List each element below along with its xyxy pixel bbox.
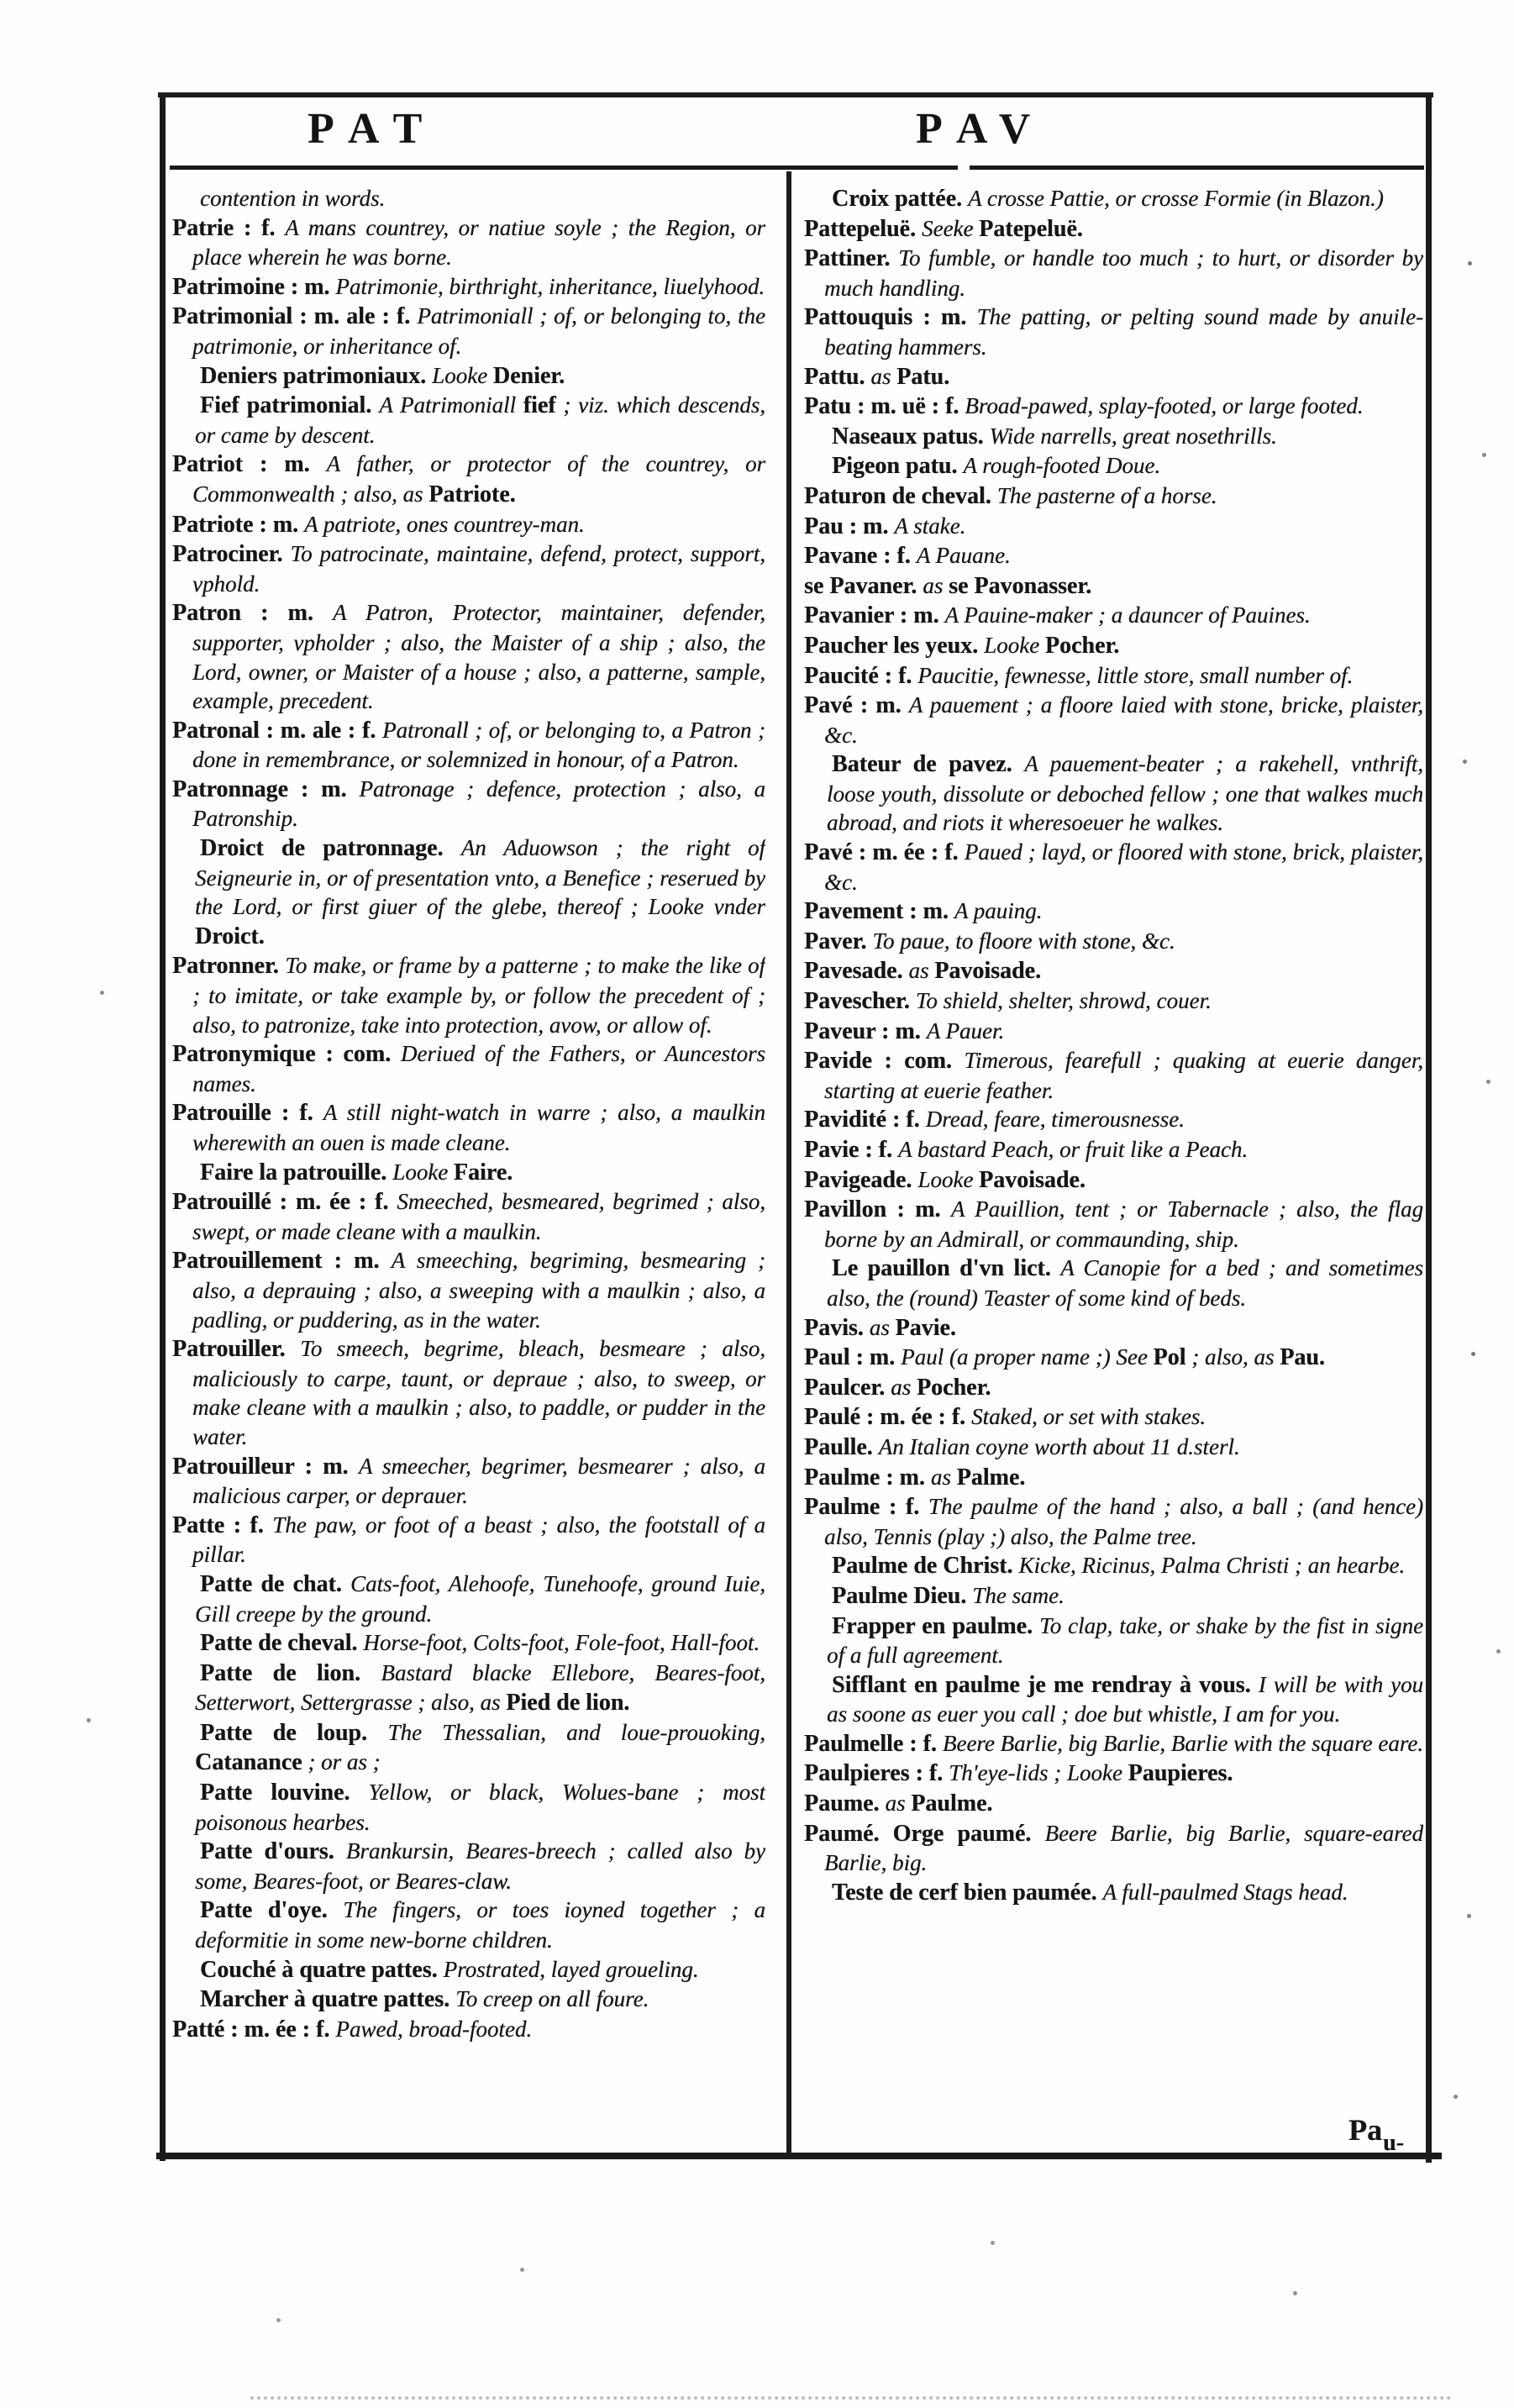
lemma-text: Paupieres. bbox=[1128, 1760, 1233, 1787]
dictionary-entry bbox=[827, 184, 1423, 214]
lemma-text: Paul : m. bbox=[804, 1344, 902, 1371]
lemma-text: Patrociner. bbox=[172, 541, 291, 568]
gloss-text: A full-paulmed Stags head. bbox=[1102, 1879, 1348, 1905]
lemma-text: Patrouillement : m. bbox=[172, 1248, 392, 1275]
gloss-text: Brankursin, Beares-breech ; called also by some, Beares-foot, or Beares-claw. bbox=[195, 1838, 765, 1894]
lemma-text: Pavé : m. ée : f. bbox=[804, 839, 965, 866]
gloss-text: as bbox=[885, 1790, 912, 1817]
dictionary-entry bbox=[195, 1659, 765, 1718]
gloss-text: Smeeched, besmeared, begrimed ; also, swept, or made cleane with a maulkin. bbox=[192, 1189, 765, 1244]
lemma-text: Paucité : f. bbox=[804, 662, 918, 689]
lemma-text: Fief patrimonial. bbox=[200, 392, 380, 419]
dictionary-entry bbox=[827, 1254, 1423, 1312]
dictionary-entry bbox=[804, 601, 1423, 631]
lemma-text: Paulcer. bbox=[804, 1374, 891, 1401]
dictionary-entry bbox=[804, 392, 1423, 422]
lemma-text: Patte d'ours. bbox=[200, 1838, 346, 1865]
gloss-text: Pawed, broad-footed. bbox=[335, 2016, 533, 2042]
frame-top-rule bbox=[158, 92, 1433, 97]
gloss-text: Yellow, or black, Wolues-bane ; most poisonous hearbes. bbox=[195, 1780, 765, 1835]
lemma-text: fief bbox=[523, 392, 556, 419]
lemma-text: Pavis. bbox=[804, 1314, 870, 1341]
lemma-text: Pavigeade. bbox=[804, 1166, 918, 1193]
dictionary-entry bbox=[804, 481, 1423, 512]
gloss-text: To creep on all foure. bbox=[455, 1986, 649, 2012]
dictionary-column-left bbox=[172, 184, 765, 2150]
dictionary-entry bbox=[804, 1402, 1423, 1433]
lemma-text: Paulé : m. ée : f. bbox=[804, 1404, 972, 1431]
lemma-text: Naseaux patus. bbox=[832, 423, 990, 450]
dictionary-entry bbox=[804, 1017, 1423, 1047]
dictionary-entry bbox=[804, 1046, 1423, 1105]
dictionary-entry bbox=[804, 1492, 1423, 1551]
lemma-text: Deniers patrimoniaux. bbox=[200, 362, 433, 389]
lemma-text: Pocher. bbox=[916, 1374, 991, 1401]
gloss-text: Deriued of the Fathers, or Auncestors names. bbox=[192, 1041, 765, 1096]
gloss-text: Horse-foot, Colts-foot, Fole-foot, Hall-foot. bbox=[363, 1630, 760, 1656]
running-head-left: PAT bbox=[308, 105, 439, 153]
dictionary-entry bbox=[804, 1195, 1423, 1254]
lemma-text: Frapper en paulme. bbox=[832, 1612, 1040, 1639]
catchword-main: Pa bbox=[1348, 2113, 1382, 2147]
dictionary-entry bbox=[195, 1955, 765, 1985]
dictionary-entry bbox=[804, 956, 1423, 986]
lemma-text: Pavé : m. bbox=[804, 692, 909, 719]
bottom-scan-dotted-line bbox=[250, 2396, 1452, 2400]
lemma-text: Patrouillé : m. ée : f. bbox=[172, 1189, 397, 1216]
gloss-text: A Pauine-maker ; a dauncer of Pauines. bbox=[944, 602, 1311, 628]
lemma-text: Pavesade. bbox=[804, 958, 909, 985]
dictionary-entry bbox=[804, 571, 1423, 602]
lemma-text: Patrie : f. bbox=[172, 214, 286, 241]
gloss-text: Prostrated, layed groueling. bbox=[443, 1956, 699, 1982]
gloss-text: A crosse Pattie, or crosse Formie (in Blazon.) bbox=[968, 186, 1384, 211]
gloss-text: Dread, feare, timerousnesse. bbox=[925, 1107, 1185, 1133]
lemma-text: Pattu. bbox=[804, 363, 871, 390]
gloss-text: Timerous, fearefull ; quaking at euerie danger, starting at euerie feather. bbox=[824, 1048, 1423, 1103]
lemma-text: Paveur : m. bbox=[804, 1017, 927, 1044]
gloss-text: Beere Barlie, big Barlie, square-eared Barlie, big. bbox=[824, 1820, 1423, 1876]
lemma-text: Denier. bbox=[492, 362, 565, 389]
lemma-text: Patron : m. bbox=[172, 600, 333, 627]
dictionary-entry bbox=[172, 598, 765, 715]
lemma-text: Patriote. bbox=[428, 481, 516, 507]
gloss-text: A Patron, Protector, maintainer, defender, supporter, vpholder ; also, the Maister of a ship ; also, the Lord, owner, or Maister of a house ; also, a patterne, sample, example, precedent. bbox=[192, 600, 765, 714]
gloss-text: contention in words. bbox=[200, 186, 386, 211]
lemma-text: Paulme : m. bbox=[804, 1464, 931, 1491]
lemma-text: Patronal : m. ale : f. bbox=[172, 717, 383, 744]
gloss-text: Patrimonie, birthright, inheritance, liuelyhood. bbox=[335, 273, 765, 299]
dictionary-entry bbox=[172, 1334, 765, 1451]
lemma-text: Patte louvine. bbox=[200, 1780, 369, 1806]
dictionary-entry bbox=[804, 541, 1423, 571]
dictionary-entry bbox=[827, 1581, 1423, 1611]
lemma-text: Patte d'oye. bbox=[200, 1897, 344, 1924]
lemma-text: Marcher à quatre pattes. bbox=[200, 1986, 456, 2013]
gloss-text: Paued ; layd, or floored with stone, brick, plaister, &c. bbox=[824, 839, 1423, 895]
gloss-text: A smeeching, begriming, besmearing ; also, a deprauing ; also, a sweeping with a maulkin ; also, a padling, or puddering, as in the water. bbox=[192, 1248, 765, 1333]
lemma-text: Pattiner. bbox=[804, 245, 899, 272]
lemma-text: Patepeluë. bbox=[979, 215, 1083, 242]
lemma-text: Pavane : f. bbox=[804, 543, 917, 570]
dictionary-entry bbox=[804, 512, 1423, 542]
gloss-text: The pasterne of a horse. bbox=[996, 482, 1217, 508]
dictionary-entry bbox=[804, 214, 1423, 244]
dictionary-entry bbox=[804, 1789, 1423, 1819]
dictionary-entry bbox=[827, 1670, 1423, 1729]
lemma-text: Patte de loup. bbox=[200, 1719, 388, 1746]
lemma-text: Paulme : f. bbox=[804, 1494, 928, 1521]
lemma-text: Patu : m. uë : f. bbox=[804, 393, 965, 420]
dictionary-entry bbox=[172, 1187, 765, 1246]
lemma-text: Paumé. Orge paumé. bbox=[804, 1820, 1045, 1847]
lemma-text: Patte : f. bbox=[172, 1512, 273, 1538]
lemma-text: Pavanier : m. bbox=[804, 602, 945, 629]
gloss-text: To make, or frame by a patterne ; to make the like of ; to imitate, or take example by, or follow the precedent of ; also, to patronize, take into protection, avow, or allow of. bbox=[192, 953, 765, 1038]
lemma-text: Pavoisade. bbox=[979, 1166, 1086, 1193]
gloss-text: The same. bbox=[972, 1582, 1065, 1608]
lemma-text: Paulme Dieu. bbox=[832, 1582, 973, 1609]
dictionary-entry bbox=[172, 1098, 765, 1157]
dictionary-entry bbox=[172, 272, 765, 302]
gloss-text: A Pauane. bbox=[916, 543, 1011, 569]
lemma-text: Patronner. bbox=[172, 953, 286, 980]
gloss-text: An Aduowson ; the right of Seigneurie in, or of presentation vnto, a Benefice ; reserued by the Lord, or first giuer of the glebe, thereof ; Looke vnder bbox=[195, 835, 765, 920]
gloss-text: A pauing. bbox=[954, 898, 1043, 924]
lemma-text: Faire. bbox=[453, 1159, 513, 1186]
dictionary-entry bbox=[827, 1551, 1423, 1581]
lemma-text: Paulme. bbox=[911, 1790, 993, 1817]
gloss-text: ; or as ; bbox=[302, 1749, 381, 1775]
dictionary-entry bbox=[195, 833, 765, 951]
dictionary-entry bbox=[804, 1135, 1423, 1165]
lemma-text: Catanance bbox=[195, 1749, 302, 1776]
gloss-text: A Pauer. bbox=[926, 1017, 1005, 1044]
dictionary-entry bbox=[172, 1452, 765, 1511]
column-divider-rule bbox=[786, 171, 791, 2156]
gloss-text: as bbox=[923, 572, 949, 598]
gloss-text: The paulme of the hand ; also, a ball ; (and hence) also, Tennis (play ;) also, the Palme tree. bbox=[824, 1494, 1423, 1549]
dictionary-entry bbox=[827, 1611, 1423, 1670]
gloss-text: Bastard blacke Ellebore, Beares-foot, Setterwort, Settergrasse ; also, as bbox=[195, 1659, 765, 1716]
lemma-text: Pattouquis : m. bbox=[804, 304, 977, 331]
dictionary-entry bbox=[827, 451, 1423, 481]
lemma-text: Couché à quatre pattes. bbox=[200, 1956, 444, 1983]
lemma-text: Paulme de Christ. bbox=[832, 1553, 1019, 1580]
lemma-text: Pavie. bbox=[895, 1314, 956, 1341]
gloss-text: Staked, or set with stakes. bbox=[971, 1404, 1206, 1430]
dictionary-entry bbox=[804, 1343, 1423, 1373]
catchword bbox=[1348, 2112, 1404, 2156]
gloss-text: A father, or protector of the countrey, or Commonwealth ; also, as bbox=[192, 451, 765, 507]
lemma-text: se Pavonasser. bbox=[949, 572, 1092, 599]
lemma-text: Pavillon : m. bbox=[804, 1196, 951, 1223]
gloss-text: Broad-pawed, splay-footed, or large footed. bbox=[965, 393, 1364, 419]
dictionary-entry bbox=[804, 661, 1423, 691]
gloss-text: To fumble, or handle too much ; to hurt, or disorder by much handling. bbox=[824, 245, 1423, 301]
lemma-text: Le pauillon d'vn lict. bbox=[832, 1255, 1061, 1282]
dictionary-entry bbox=[172, 1246, 765, 1334]
dictionary-entry bbox=[827, 749, 1423, 838]
gloss-text: Paul (a proper name ;) See bbox=[901, 1344, 1154, 1370]
gloss-text: A pauement-beater ; a rakehell, vnthrift, loose youth, dissolute or deboched fellow ; one that walkes much abroad, and riots it wheresoeuer he walkes. bbox=[827, 751, 1423, 836]
dictionary-entry bbox=[804, 1463, 1423, 1493]
lemma-text: Paver. bbox=[804, 928, 873, 954]
frame-left-rule bbox=[160, 92, 166, 2161]
dictionary-entry bbox=[195, 1569, 765, 1628]
lemma-text: Droict. bbox=[195, 923, 265, 949]
dictionary-entry bbox=[172, 302, 765, 360]
dictionary-entry bbox=[195, 184, 765, 213]
dictionary-entry bbox=[172, 775, 765, 833]
dictionary-entry bbox=[172, 510, 765, 540]
lemma-text: Pavie : f. bbox=[804, 1137, 898, 1163]
dictionary-entry bbox=[195, 1628, 765, 1659]
lemma-text: Pavescher. bbox=[804, 988, 916, 1015]
lemma-text: Bateur de pavez. bbox=[832, 751, 1025, 778]
dictionary-entry bbox=[804, 1373, 1423, 1403]
lemma-text: Pattepeluë. bbox=[804, 215, 922, 242]
lemma-text: Patte de chat. bbox=[200, 1570, 350, 1597]
lemma-text: Pied de lion. bbox=[506, 1690, 630, 1717]
dictionary-entry bbox=[804, 631, 1423, 661]
lemma-text: Patu. bbox=[896, 363, 950, 390]
dictionary-entry bbox=[195, 1837, 765, 1895]
gloss-text: To smeech, begrime, bleach, besmeare ; also, maliciously to carpe, taunt, or depraue ; also, to sweep, or make cleane with a maulkin ; also, to paddle, or pudder in the water. bbox=[192, 1336, 765, 1449]
gloss-text: as bbox=[891, 1374, 917, 1400]
dictionary-entry bbox=[172, 213, 765, 272]
lemma-text: Teste de cerf bien paumée. bbox=[832, 1879, 1103, 1906]
lemma-text: Pavoisade. bbox=[934, 958, 1041, 985]
lemma-text: Pavidité : f. bbox=[804, 1107, 926, 1133]
lemma-text: Patté : m. ée : f. bbox=[172, 2016, 336, 2043]
lemma-text: Patriot : m. bbox=[172, 451, 327, 478]
lemma-text: Paulpieres : f. bbox=[804, 1760, 949, 1787]
dictionary-entry bbox=[195, 1778, 765, 1837]
gloss-text: A smeecher, begrimer, besmearer ; also, a malicious carper, or deprauer. bbox=[192, 1453, 765, 1509]
gloss-text: Beere Barlie, big Barlie, Barlie with the square eare. bbox=[942, 1730, 1423, 1756]
lemma-text: Pau : m. bbox=[804, 513, 895, 539]
gloss-text: as bbox=[930, 1464, 957, 1490]
lemma-text: Palme. bbox=[956, 1464, 1026, 1491]
gloss-text: A mans countrey, or natiue soyle ; the Region, or place wherein he was borne. bbox=[192, 214, 765, 271]
lemma-text: Patronnage : m. bbox=[172, 776, 360, 802]
dictionary-entry bbox=[195, 391, 765, 450]
gloss-text: Looke bbox=[392, 1159, 454, 1185]
lemma-text: Droict de patronnage. bbox=[200, 835, 461, 862]
lemma-text: Patriote : m. bbox=[172, 511, 305, 538]
dictionary-entry bbox=[172, 1039, 765, 1098]
lemma-text: Pavide : com. bbox=[804, 1048, 965, 1075]
gloss-text: The patting, or pelting sound made by anuile-beating hammers. bbox=[824, 304, 1423, 360]
gloss-text: A bastard Peach, or fruit like a Peach. bbox=[897, 1137, 1249, 1162]
gloss-text: A rough-footed Doue. bbox=[963, 453, 1161, 479]
gloss-text: A still night-watch in warre ; also, a maulkin wherewith an ouen is made cleane. bbox=[192, 1100, 765, 1155]
gloss-text: ; viz. which descends, or came by descent. bbox=[195, 392, 765, 448]
dictionary-entry bbox=[804, 302, 1423, 361]
gloss-text: A pauement ; a floore laied with stone, bricke, plaister, &c. bbox=[824, 692, 1423, 748]
gloss-text: A Pauillion, tent ; or Tabernacle ; also, the flag borne by an Admirall, or commaunding, ship. bbox=[824, 1196, 1423, 1252]
dictionary-entry bbox=[195, 1985, 765, 2015]
dictionary-entry bbox=[804, 1759, 1423, 1789]
lemma-text: Sifflant en paulme je me rendray à vous. bbox=[832, 1671, 1259, 1698]
gloss-text: Wide narrells, great nosethrills. bbox=[989, 423, 1277, 449]
lemma-text: Paulle. bbox=[804, 1433, 879, 1460]
dictionary-entry bbox=[804, 1729, 1423, 1759]
dictionary-entry bbox=[804, 1819, 1423, 1878]
dictionary-entry bbox=[827, 422, 1423, 452]
lemma-text: Pocher. bbox=[1044, 632, 1120, 659]
gloss-text: To patrocinate, maintaine, defend, protect, support, vphold. bbox=[192, 541, 765, 597]
catchword-sub: u- bbox=[1383, 2130, 1404, 2156]
dictionary-entry bbox=[804, 986, 1423, 1017]
lemma-text: Patrimoine : m. bbox=[172, 273, 336, 300]
lemma-text: Paturon de cheval. bbox=[804, 482, 997, 509]
dictionary-entry bbox=[804, 244, 1423, 302]
gloss-text: Looke bbox=[984, 632, 1045, 658]
gloss-text: The fingers, or toes ioyned together ; a deformitie in some new-borne children. bbox=[195, 1897, 765, 1953]
dictionary-entry bbox=[804, 691, 1423, 749]
dictionary-entry bbox=[195, 1718, 765, 1778]
dictionary-entry bbox=[804, 1433, 1423, 1463]
lemma-text: Patrouille : f. bbox=[172, 1100, 323, 1127]
dictionary-entry bbox=[195, 361, 765, 392]
gloss-text: To clap, take, or shake by the fist in signe of a full agreement. bbox=[827, 1612, 1423, 1669]
lemma-text: Patrouiller. bbox=[172, 1336, 301, 1363]
lemma-text: Croix pattée. bbox=[832, 186, 968, 212]
gloss-text: A Patrimoniall bbox=[379, 392, 523, 418]
gloss-text: as bbox=[869, 1314, 896, 1340]
gloss-text: Looke bbox=[917, 1166, 980, 1192]
lemma-text: Paulmelle : f. bbox=[804, 1730, 943, 1757]
lemma-text: Patte de cheval. bbox=[200, 1630, 364, 1657]
header-rule-left bbox=[170, 166, 958, 170]
gloss-text: I will be with you as soone as euer you call ; doe but whistle, I am for you. bbox=[827, 1671, 1423, 1727]
gloss-text: Seeke bbox=[921, 215, 980, 241]
running-head-right: PAV bbox=[916, 105, 1048, 153]
gloss-text: To shield, shelter, shrowd, couer. bbox=[915, 988, 1212, 1014]
gloss-text: Kicke, Ricinus, Palma Christi ; an hearbe. bbox=[1018, 1553, 1406, 1579]
dictionary-entry bbox=[804, 362, 1423, 392]
gloss-text: A stake. bbox=[894, 513, 966, 539]
gloss-text: Paucitie, fewnesse, little store, small number of. bbox=[917, 662, 1354, 688]
lemma-text: se Pavaner. bbox=[804, 572, 923, 599]
frame-right-rule bbox=[1426, 97, 1432, 2163]
gloss-text: Patrimoniall ; of, or belonging to, the patrimonie, or inheritance of. bbox=[192, 303, 765, 359]
lemma-text: Patrimonial : m. ale : f. bbox=[172, 303, 418, 330]
dictionary-entry bbox=[172, 951, 765, 1039]
frame-bottom-rule bbox=[156, 2153, 1442, 2159]
gloss-text: An Italian coyne worth about 11 d.sterl. bbox=[878, 1433, 1240, 1459]
header-rule-right bbox=[970, 166, 1424, 170]
dictionary-entry bbox=[804, 1313, 1423, 1343]
gloss-text: A patriote, ones countrey-man. bbox=[304, 511, 585, 537]
lemma-text: Pavement : m. bbox=[804, 898, 954, 925]
dictionary-entry bbox=[172, 2015, 765, 2045]
lemma-text: Pigeon patu. bbox=[832, 453, 964, 480]
lemma-text: Patronymique : com. bbox=[172, 1041, 401, 1068]
gloss-text: Th'eye-lids ; Looke bbox=[949, 1760, 1128, 1786]
dictionary-column-right bbox=[804, 184, 1423, 2150]
gloss-text: Patronall ; of, or belonging to, a Patron ; done in remembrance, or solemnized in honour, of a Patron. bbox=[192, 717, 765, 773]
dictionary-entry bbox=[804, 838, 1423, 896]
dictionary-entry bbox=[172, 539, 765, 598]
lemma-text: Patrouilleur : m. bbox=[172, 1453, 359, 1480]
gloss-text: Patronage ; defence, protection ; also, a Patronship. bbox=[192, 776, 765, 832]
gloss-text: as bbox=[908, 958, 935, 984]
dictionary-entry bbox=[172, 716, 765, 775]
gloss-text: The Thessalian, and loue-prouoking, bbox=[387, 1719, 765, 1745]
lemma-text: Paume. bbox=[804, 1790, 886, 1817]
lemma-text: Patte de lion. bbox=[200, 1659, 381, 1686]
gloss-text: To paue, to floore with stone, &c. bbox=[872, 928, 1175, 954]
lemma-text: Paucher les yeux. bbox=[804, 632, 985, 659]
dictionary-entry bbox=[172, 450, 765, 509]
dictionary-entry bbox=[172, 1511, 765, 1569]
gloss-text: Looke bbox=[432, 362, 493, 388]
gloss-text: as bbox=[870, 363, 897, 389]
gloss-text: A Canopie for a bed ; and sometimes also, the (round) Teaster of some kind of beds. bbox=[827, 1255, 1423, 1311]
dictionary-entry bbox=[195, 1895, 765, 1954]
dictionary-entry bbox=[804, 1165, 1423, 1196]
lemma-text: Pol bbox=[1153, 1344, 1186, 1371]
dictionary-entry bbox=[804, 1105, 1423, 1135]
gloss-text: Cats-foot, Alehoofe, Tunehoofe, ground Iuie, Gill creepe by the ground. bbox=[195, 1570, 765, 1627]
gloss-text: The paw, or foot of a beast ; also, the footstall of a pillar. bbox=[192, 1512, 765, 1568]
dictionary-entry bbox=[804, 927, 1423, 957]
gloss-text: ; also, as bbox=[1185, 1344, 1280, 1370]
lemma-text: Pau. bbox=[1280, 1344, 1325, 1371]
dictionary-entry bbox=[195, 1158, 765, 1188]
dictionary-entry bbox=[804, 896, 1423, 927]
dictionary-entry bbox=[827, 1878, 1423, 1908]
ink-speckles bbox=[0, 0, 3, 3]
lemma-text: Faire la patrouille. bbox=[200, 1159, 393, 1186]
